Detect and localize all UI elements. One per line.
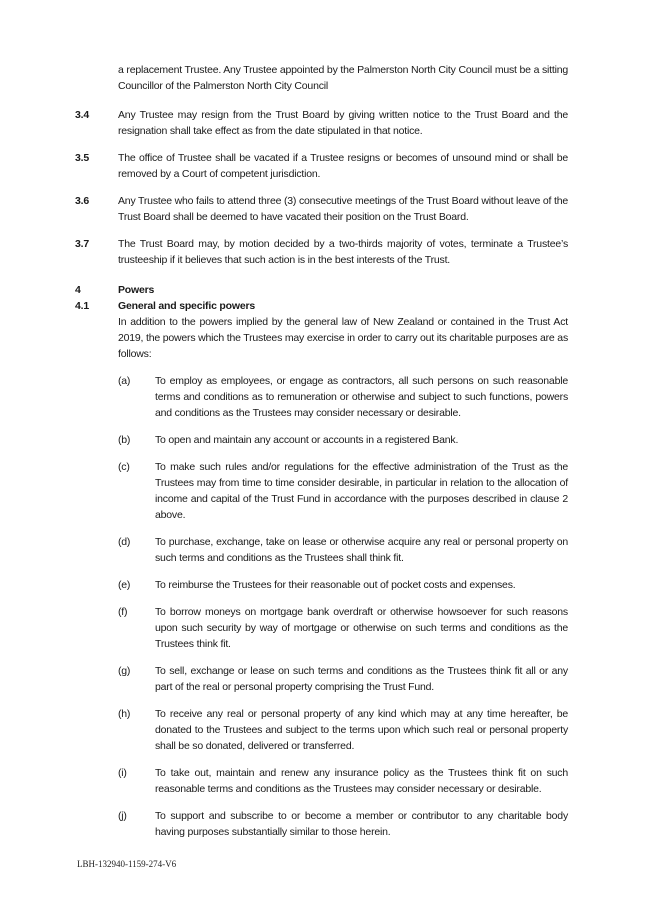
clause-row [75,107,568,139]
list-item [118,765,568,797]
clause-number: 3.7 [75,238,89,250]
list-item-text: To employ as employees, or engage as contractors, all such persons on such reasonable terms and conditions as to remuneration or otherwise and subject to such functions, powers and conditions as the Trustees may consider necessary or desirable. [155,375,568,419]
subsection-intro-paragraph: In addition to the powers implied by the general law of New Zealand or contained in the Trust Act 2019, the powers which the Trustees may exercise in order to carry out its charitable purposes are as follows: [118,316,568,360]
list-item-text: To take out, maintain and renew any insurance policy as the Trustees think fit on such reasonable terms and conditions as the Trustees may consider necessary or desirable. [155,767,568,795]
list-item [118,706,568,754]
list-item-text: To purchase, exchange, take on lease or otherwise acquire any real or personal property on such terms and conditions as the Trustees shall think fit. [155,536,568,564]
clause-text: The office of Trustee shall be vacated if a Trustee resigns or becomes of unsound mind or shall be removed by a Court of competent jurisdiction. [118,152,568,180]
clause-number: 3.6 [75,195,89,207]
clause-row [75,150,568,182]
list-item [118,534,568,566]
clause-row [75,193,568,225]
list-item-text: To receive any real or personal property of any kind which may at any time hereafter, be donated to the Trustees and subject to the terms upon which such real or personal property shall be so donated, delivered or transferred. [155,708,568,752]
clause-text: Any Trustee who fails to attend three (3) consecutive meetings of the Trust Board without leave of the Trust Board shall be deemed to have vacated their position on the Trust Board. [118,195,568,223]
list-item-label: (j) [118,810,127,822]
list-item-text: To open and maintain any account or accounts in a registered Bank. [155,434,459,446]
list-item [118,577,568,593]
list-item-label: (c) [118,461,130,473]
list-item-text: To borrow moneys on mortgage bank overdraft or otherwise howsoever for such reasons upon such security by way of mortgage or otherwise on such terms and conditions as the Trustees think fit. [155,606,568,650]
clause-text: The Trust Board may, by motion decided by a two-thirds majority of votes, terminate a Trustee’s trusteeship if it believes that such action is in the best interests of the Trust. [118,238,568,266]
intro-continuation-paragraph: a replacement Trustee. Any Trustee appointed by the Palmerston North City Council must be a sitting Councillor of the Palmerston North City Council [118,64,568,92]
list-item [118,459,568,523]
list-item [118,663,568,695]
powers-list [118,373,568,840]
list-item-label: (a) [118,375,131,387]
list-item-label: (h) [118,708,131,720]
clause-row [75,236,568,268]
list-item [118,373,568,421]
list-item-label: (g) [118,665,131,677]
clause-number: 3.5 [75,152,89,164]
list-item-label: (e) [118,579,131,591]
list-item [118,604,568,652]
list-item-label: (b) [118,434,131,446]
subsection-heading-general-powers [75,298,568,314]
list-item-text: To support and subscribe to or become a member or contributor to any charitable body having purposes substantially similar to those herein. [155,810,568,838]
list-item [118,808,568,840]
list-item-label: (f) [118,606,128,618]
section-heading-powers [75,282,568,298]
clause-number: 3.4 [75,109,89,121]
subsection-title: General and specific powers [118,300,255,312]
section-number: 4 [75,284,81,296]
list-item [118,432,568,448]
list-item-text: To sell, exchange or lease on such terms and conditions as the Trustees think fit all or any part of the real or personal property comprising the Trust Fund. [155,665,568,693]
document-reference-footer: LBH-132940-1159-274-V6 [77,859,177,869]
document-content [75,62,568,851]
list-item-text: To reimburse the Trustees for their reasonable out of pocket costs and expenses. [155,579,516,591]
clause-text: Any Trustee may resign from the Trust Board by giving written notice to the Trust Board and the resignation shall take effect as from the date stipulated in that notice. [118,109,568,137]
list-item-text: To make such rules and/or regulations for the effective administration of the Trust as the Trustees may from time to time consider desirable, in particular in relation to the allocation of income and capital of the Trust Fund in accordance with the purposes described in clause 2 above. [155,461,568,521]
section-title: Powers [118,284,155,296]
list-item-label: (i) [118,767,127,779]
list-item-label: (d) [118,536,131,548]
subsection-number: 4.1 [75,300,89,312]
